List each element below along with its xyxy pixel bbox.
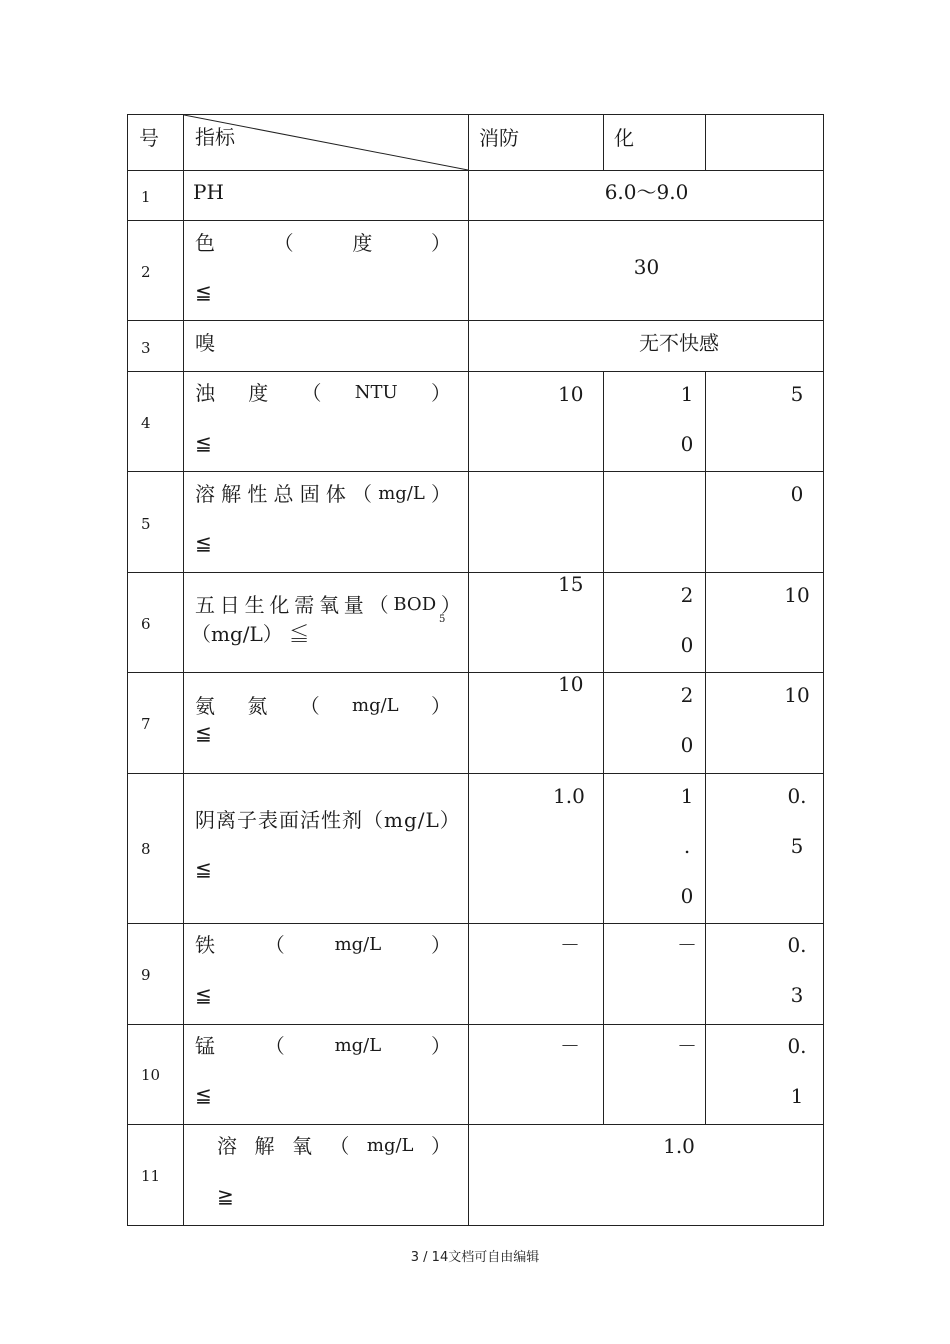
row-number: 4 bbox=[141, 414, 151, 432]
row-label-operator: ≦ bbox=[195, 431, 212, 455]
row-label-operator: ≦ bbox=[195, 983, 212, 1007]
page-footer: 3 / 14文档可自由编辑 bbox=[410, 1250, 540, 1265]
row-label-operator: ≦ bbox=[195, 721, 212, 745]
row-label-operator: ≦ bbox=[195, 857, 212, 881]
row-label: 溶 解 性 总 固 体 （ mg/L ） bbox=[195, 482, 451, 506]
header-index: 指标 bbox=[195, 125, 235, 149]
row-number: 8 bbox=[141, 840, 151, 858]
value-c: 10 bbox=[784, 583, 810, 607]
value-c: 0. 5 bbox=[787, 784, 807, 858]
row-label: 浊 度 （ NTU ） bbox=[195, 381, 451, 405]
row-number: 9 bbox=[141, 966, 151, 984]
row-label: 色 （ 度 ） bbox=[195, 231, 451, 255]
value-b: － bbox=[677, 933, 697, 957]
value-c: 0. 3 bbox=[787, 933, 807, 1007]
row-label: 氨 氮 （ mg/L ） bbox=[195, 694, 451, 718]
value-fire: 10 bbox=[558, 672, 584, 696]
row-number: 3 bbox=[141, 339, 151, 357]
value-fire: 10 bbox=[558, 382, 584, 406]
value-fire: － bbox=[560, 1034, 580, 1058]
row-number: 7 bbox=[141, 715, 151, 733]
value-b: 1 0 bbox=[680, 382, 694, 456]
value-fire: 1.0 bbox=[553, 784, 585, 808]
value-b: 2 0 bbox=[680, 583, 694, 657]
row-number: 1 bbox=[141, 188, 151, 206]
row-label-operator: ≧ bbox=[217, 1184, 234, 1208]
value-c: 0. 1 bbox=[787, 1034, 807, 1108]
row-value-merged: 1.0 bbox=[663, 1134, 695, 1158]
row-label-operator: ≦ bbox=[195, 1083, 212, 1107]
row-value-merged: 6.0～9.0 bbox=[604, 180, 689, 204]
row-label-unit: （mg/L） ≦ bbox=[191, 622, 310, 646]
header-no: 号 bbox=[139, 126, 159, 150]
row-label: 五 日 生 化 需 氧 量 （ BOD ） bbox=[195, 593, 461, 617]
row-number: 2 bbox=[141, 263, 151, 281]
header-fire: 消防 bbox=[479, 126, 519, 150]
row-label: 嗅 bbox=[195, 331, 215, 355]
row-number: 11 bbox=[141, 1167, 161, 1185]
value-c: 5 bbox=[790, 382, 804, 406]
subscript-5: 5 bbox=[439, 614, 446, 625]
row-number: 10 bbox=[141, 1066, 161, 1084]
value-b: － bbox=[677, 1034, 697, 1058]
row-label-operator: ≦ bbox=[195, 531, 212, 555]
value-fire: 15 bbox=[558, 572, 584, 596]
water-quality-table bbox=[127, 114, 824, 1226]
row-label: 锰 （ mg/L ） bbox=[195, 1034, 451, 1058]
row-label: 铁 （ mg/L ） bbox=[195, 933, 451, 957]
row-label-operator: ≦ bbox=[195, 280, 212, 304]
header-b: 化 bbox=[614, 126, 634, 150]
value-c: 0 bbox=[790, 482, 804, 506]
value-c: 10 bbox=[784, 683, 810, 707]
value-fire: － bbox=[560, 933, 580, 957]
row-number: 5 bbox=[141, 515, 151, 533]
row-value-merged: 无不快感 bbox=[639, 331, 719, 355]
row-value-merged: 30 bbox=[633, 255, 660, 279]
row-number: 6 bbox=[141, 615, 151, 633]
row-label: 溶 解 氧 （ mg/L ） bbox=[217, 1134, 451, 1158]
value-b: 1 . 0 bbox=[680, 784, 694, 908]
row-label: PH bbox=[193, 180, 224, 204]
value-b: 2 0 bbox=[680, 683, 694, 757]
row-label: 阴离子表面活性剂（mg/L） bbox=[195, 808, 461, 832]
